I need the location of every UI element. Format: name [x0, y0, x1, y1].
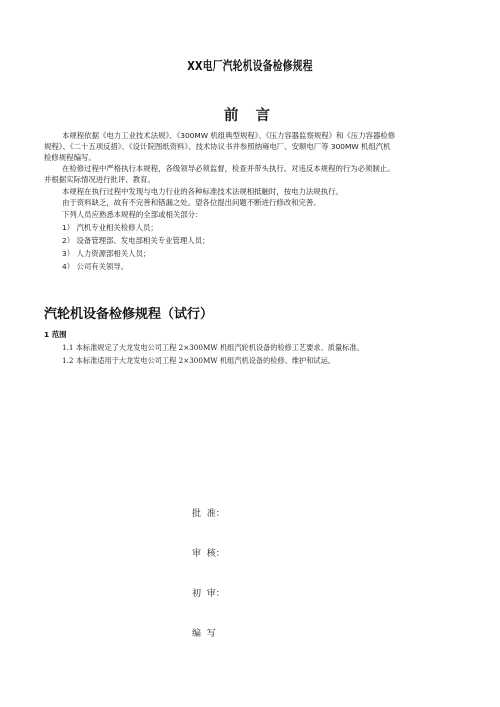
foreword-line: 本规程在执行过程中发现与电力行业的各种标准技术法规相抵触时，按电力法规执行。 [62, 187, 343, 196]
signoff-compile: 编 写 [192, 629, 216, 639]
signoff-initial-review: 初 审： [192, 589, 225, 599]
document-title: XX电厂汽轮机设备检修规程 [187, 58, 313, 73]
scope-item: 1.2 本标准适用于大龙发电公司工程 2×300MW 机组汽机设备的检修、维护和试运。 [62, 356, 335, 365]
scope-item: 1.1 本标准规定了大龙发电公司工程 2×300MW 机组汽轮机设备的检修工艺要求、质量标准。 [62, 343, 364, 352]
foreword-line: 由于资料缺乏，故有不完善和错漏之处。望各位提出问题不断进行修改和完善。 [62, 198, 321, 207]
signoff-review: 审 核： [192, 549, 225, 559]
section-title: 汽轮机设备检修规程（试行） [44, 307, 214, 322]
persons-list-item: 2） 设备管理部、发电部相关专业管理人员； [62, 236, 210, 245]
foreword-line: 在检修过程中严格执行本规程，各级领导必须监督，检查并带头执行。对违反本规程的行为必须制止。 [62, 164, 395, 173]
foreword-line: 并根据实际情况进行批评、教育。 [44, 175, 155, 184]
foreword-line: 规程》、《二十五项反措》、《设计院图纸资料》、技术协议书并参照纳雍电厂、安顺电厂等 300MW 机组汽机 [44, 142, 391, 151]
persons-list-item: 1） 汽机专业相关检修人员； [62, 223, 158, 232]
signoff-approve: 批 准： [192, 509, 225, 519]
persons-list-item: 3） 人力资源部相关人员； [62, 249, 151, 258]
foreword-line: 本规程依据《电力工业技术法规》、《300MW 机组典型规程》、《压力容器监察规程》和《压力容器检修 [62, 131, 396, 140]
foreword-line: 下列人员应熟悉本规程的全部或相关部分： [62, 210, 203, 219]
foreword-line: 检修规程编写。 [44, 153, 96, 162]
scope-heading: 1 范围 [44, 330, 67, 339]
persons-list-item: 4） 公司有关领导。 [62, 262, 129, 271]
foreword-heading: 前 言 [223, 108, 277, 124]
